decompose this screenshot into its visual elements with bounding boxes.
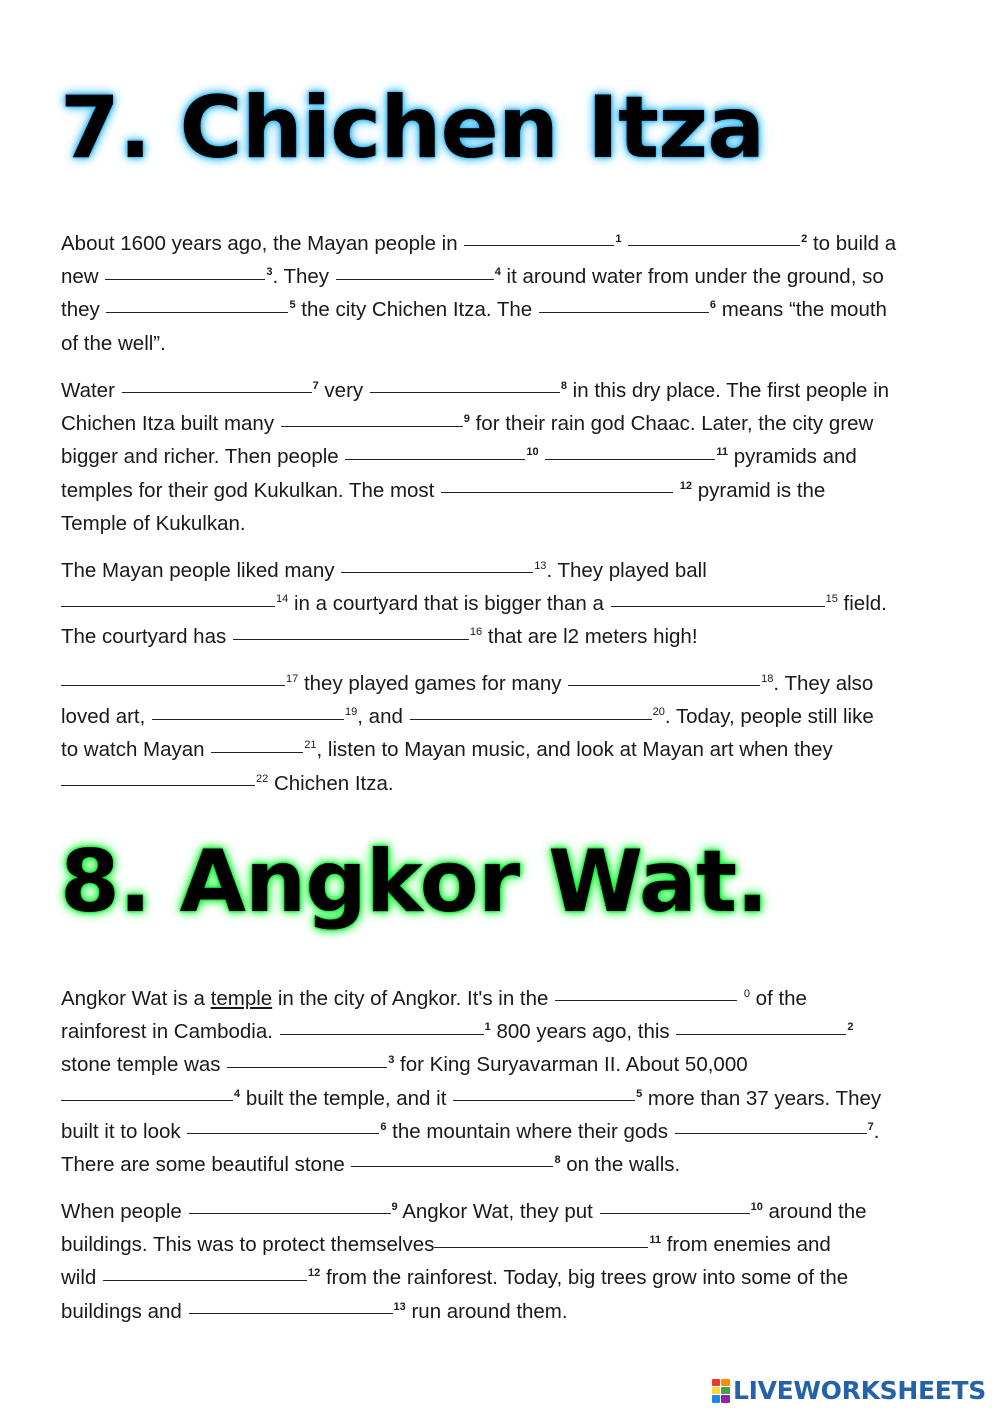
liveworksheets-brand: [712, 1376, 986, 1405]
answer-blank-2[interactable]: [628, 245, 800, 246]
text-line: to watch Mayan $^{21}$, listen to Mayan music, and look at Mayan art when they: [61, 738, 833, 762]
paragraph-angkor-2: [61, 1195, 961, 1328]
section-title-angkor-wat: 8. Angkor Wat.: [60, 832, 768, 932]
text-line: wild $^{12}$ from the rainforest. Today, big trees grow into some of the: [61, 1266, 849, 1290]
text-line: stone temple was $^3$ for King Suryavarman II. About 50,000: [61, 1053, 748, 1077]
paragraph-chichen-4: [61, 667, 961, 800]
text-line: rainforest in Cambodia. $^1$ 800 years ago, this $^2$: [61, 1020, 854, 1044]
text-line: $^{14}$ in a courtyard that is bigger than a $^{15}$ field.: [61, 587, 961, 620]
text-line: new $^3$. They $^4$ it around water from under the ground, so: [61, 265, 884, 289]
answer-blank-17[interactable]: [61, 685, 285, 686]
logo-tile: [721, 1379, 730, 1386]
text-line: $^{17}$ they played games for many $^{18}$. They also: [61, 667, 961, 700]
answer-blank-20[interactable]: [410, 719, 652, 720]
text-line: $^{22}$ Chichen Itza.: [61, 767, 961, 800]
text-line: temples for their god Kukulkan. The most $^{12}$ pyramid is the: [61, 478, 826, 502]
answer-blank-5[interactable]: [106, 312, 288, 313]
text-line: $^4$ built the temple, and it $^5$ more than 37 years. They: [61, 1082, 961, 1115]
answer-blank-a7[interactable]: [675, 1133, 867, 1134]
underlined-word: temple: [210, 987, 273, 1010]
section-title-chichen-itza: 7. Chichen Itza: [60, 78, 765, 178]
answer-blank-9[interactable]: [281, 426, 463, 427]
paragraph-chichen-2: [61, 374, 961, 540]
answer-blank-a8[interactable]: [351, 1166, 553, 1167]
answer-blank-7[interactable]: [122, 392, 312, 393]
text-line: Temple of Kukulkan.: [61, 511, 246, 535]
answer-blank-a4[interactable]: [61, 1100, 233, 1101]
answer-blank-16[interactable]: [233, 639, 469, 640]
answer-blank-a12[interactable]: [103, 1280, 307, 1281]
text-line: bigger and richer. Then people $^{10}$ $^{11}$ pyramids and: [61, 445, 857, 469]
answer-blank-15[interactable]: [611, 606, 825, 607]
answer-blank-a3[interactable]: [227, 1067, 387, 1068]
answer-blank-a1[interactable]: [280, 1034, 484, 1035]
logo-tile: [721, 1395, 730, 1402]
logo-tile: [712, 1379, 721, 1386]
liveworksheets-logo-icon: [712, 1379, 730, 1403]
text-line: Chichen Itza built many $^9$ for their rain god Chaac. Later, the city grew: [61, 412, 874, 436]
text-line: The Mayan people liked many $^{13}$. They played ball: [61, 559, 707, 582]
answer-blank-a10[interactable]: [600, 1213, 750, 1214]
answer-blank-22[interactable]: [61, 785, 255, 786]
text-line: Angkor Wat is a temple in the city of Angkor. It's in the $^0$ of the: [61, 987, 807, 1010]
answer-blank-a2[interactable]: [676, 1034, 846, 1035]
answer-blank-a6[interactable]: [187, 1133, 379, 1134]
answer-blank-6[interactable]: [539, 312, 709, 313]
answer-blank-12[interactable]: [441, 492, 673, 493]
answer-blank-18[interactable]: [568, 685, 760, 686]
answer-blank-a13[interactable]: [189, 1313, 393, 1314]
text-line: Water $^7$ very $^8$ in this dry place. The first people in: [61, 379, 890, 402]
logo-tile: [712, 1387, 721, 1394]
answer-blank-19[interactable]: [152, 719, 344, 720]
text-line: of the well”.: [61, 331, 166, 355]
text-line: There are some beautiful stone $^8$ on the walls.: [61, 1152, 681, 1176]
answer-blank-a5[interactable]: [453, 1100, 635, 1101]
text-line: built it to look $^6$ the mountain where their gods $^7$.: [61, 1119, 880, 1143]
text-line: buildings. This was to protect themselves $^{11}$ from enemies and: [61, 1233, 831, 1257]
logo-tile: [721, 1387, 730, 1394]
answer-blank-10[interactable]: [345, 459, 525, 460]
paragraph-angkor-1: [61, 982, 961, 1181]
answer-blank-3[interactable]: [105, 279, 265, 280]
logo-tile: [712, 1395, 721, 1402]
text-line: buildings and $^{13}$ run around them.: [61, 1299, 568, 1323]
text-line: The courtyard has $^{16}$ that are l2 meters high!: [61, 625, 698, 649]
text-line: loved art, $^{19}$, and $^{20}$. Today, people still like: [61, 705, 874, 729]
answer-blank-14[interactable]: [61, 606, 275, 607]
brand-name: LIVEWORKSHEETS: [732, 1376, 986, 1405]
answer-blank-8[interactable]: [370, 392, 560, 393]
text-line: About 1600 years ago, the Mayan people in $^1$ $^2$ to build a: [61, 232, 897, 255]
answer-blank-13[interactable]: [341, 572, 533, 573]
answer-blank-1[interactable]: [464, 245, 614, 246]
answer-blank-a9[interactable]: [189, 1213, 391, 1214]
paragraph-chichen-3: [61, 554, 961, 654]
answer-blank-a0[interactable]: [555, 1000, 737, 1001]
paragraph-chichen-1: [61, 227, 961, 360]
answer-blank-11[interactable]: [545, 459, 715, 460]
answer-blank-4[interactable]: [336, 279, 494, 280]
answer-blank-a11[interactable]: [434, 1247, 648, 1248]
text-line: they $^5$ the city Chichen Itza. The $^6$ means “the mouth: [61, 298, 887, 322]
answer-blank-21[interactable]: [211, 752, 303, 753]
text-line: When people $^9$ Angkor Wat, they put $^{10}$ around the: [61, 1200, 867, 1223]
